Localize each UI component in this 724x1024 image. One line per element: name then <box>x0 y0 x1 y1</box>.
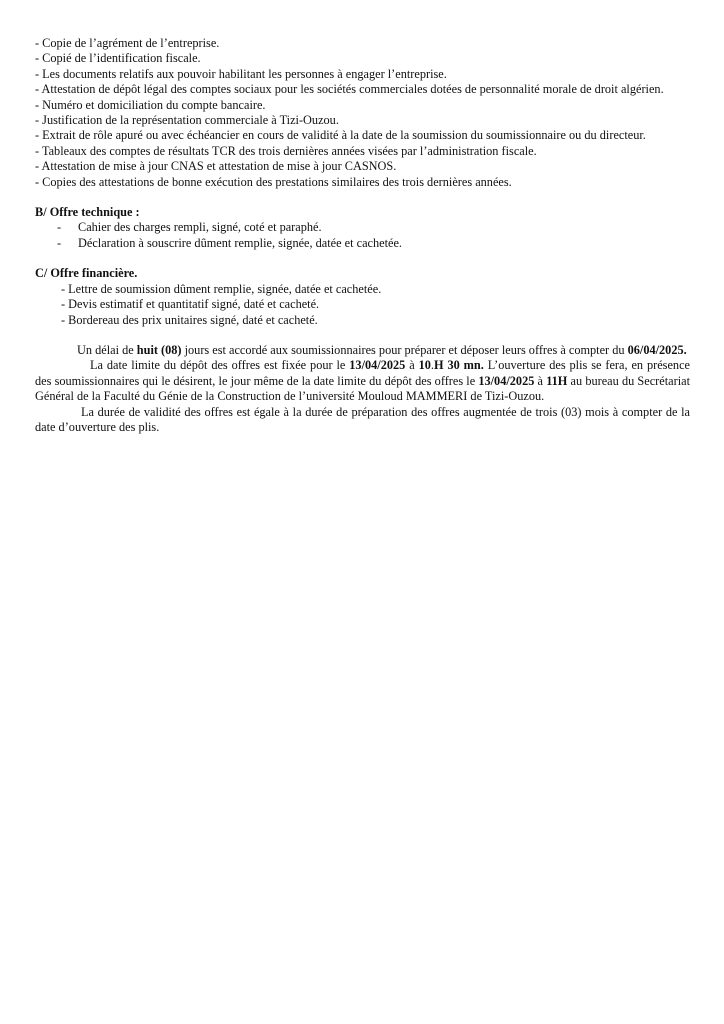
text-run: Un délai de <box>77 342 137 357</box>
bold-date: 13/04/2025 <box>349 358 406 373</box>
list-item-text: Cahier des charges rempli, signé, coté et paraphé. <box>78 220 322 235</box>
validity-paragraph: La durée de validité des offres est égale à la durée de préparation des offres augmentée de trois (03) mois à compter de la date d’ouverture des plis. <box>35 404 690 434</box>
text-run: à <box>405 358 419 373</box>
text-run: à <box>534 373 547 388</box>
delay-paragraph <box>35 343 690 358</box>
list-item: - Justification de la représentation commerciale à Tizi-Ouzou. <box>35 113 339 128</box>
list-item: - Devis estimatif et quantitatif signé, daté et cacheté. <box>61 297 320 312</box>
text-run: L’ouverture des plis se fera, en présence des soumissionnaires qui le désirent, le jour même de la date limite du dépôt des offres le <box>35 358 690 388</box>
list-item: - Numéro et domiciliation du compte bancaire. <box>35 97 266 112</box>
bold-time: H 30 mn. <box>433 358 484 373</box>
list-item: - Extrait de rôle apuré ou avec échéancier en cours de validité à la date de la soumission du soumissionnaire ou du directeur. <box>35 128 646 143</box>
list-item: - Copies des attestations de bonne exécution des prestations similaires des trois dernières années. <box>35 174 512 189</box>
list-item: - Attestation de dépôt légal des comptes sociaux pour les sociétés commerciales dotées de personnalité morale de droit algérien. <box>35 82 664 97</box>
financial-offer-section <box>35 266 690 328</box>
technical-offer-heading: B/ Offre technique : <box>35 205 140 220</box>
list-item: - Les documents relatifs aux pouvoir habilitant les personnes à engager l’entreprise. <box>35 66 447 81</box>
bold-time: 11H <box>546 373 568 388</box>
bold-date: 06/04/2025. <box>627 342 687 357</box>
bullet-dash: - <box>57 220 62 235</box>
bold-text: huit (08) <box>136 342 182 357</box>
bullet-dash: - <box>57 235 62 250</box>
list-item-text: Déclaration à souscrire dûment remplie, signée, datée et cachetée. <box>78 235 403 250</box>
text-run: . <box>430 358 434 373</box>
list-item: - Bordereau des prix unitaires signé, daté et cacheté. <box>61 312 318 327</box>
text-run: au bureau du Secrétariat Général de la Faculté du Génie de la Construction de l’université Mouloud MAMMERI de Tizi-Ouzou. <box>35 373 690 404</box>
list-item: - Copié de l’identification fiscale. <box>35 51 201 66</box>
list-item: - Lettre de soumission dûment remplie, signée, datée et cachetée. <box>61 281 382 296</box>
technical-offer-section <box>35 205 690 251</box>
list-item: - Copie de l’agrément de l’entreprise. <box>35 36 220 50</box>
bold-date: 13/04/2025 <box>478 373 535 388</box>
text-run: La date limite du dépôt des offres est fixée pour le <box>90 358 350 373</box>
document-page <box>35 36 690 435</box>
list-item <box>35 236 690 251</box>
financial-offer-heading: C/ Offre financière. <box>35 266 138 281</box>
list-item: - Attestation de mise à jour CNAS et attestation de mise à jour CASNOS. <box>35 159 397 174</box>
administrative-documents-list <box>35 36 690 190</box>
list-item <box>35 220 690 235</box>
deadline-paragraph <box>35 358 690 404</box>
text-run: jours est accordé aux soumissionnaires pour préparer et déposer leurs offres à compter du <box>181 342 628 357</box>
list-item: - Tableaux des comptes de résultats TCR des trois dernières années visées par l’administration fiscale. <box>35 143 537 158</box>
bold-time: 10 <box>418 358 431 373</box>
